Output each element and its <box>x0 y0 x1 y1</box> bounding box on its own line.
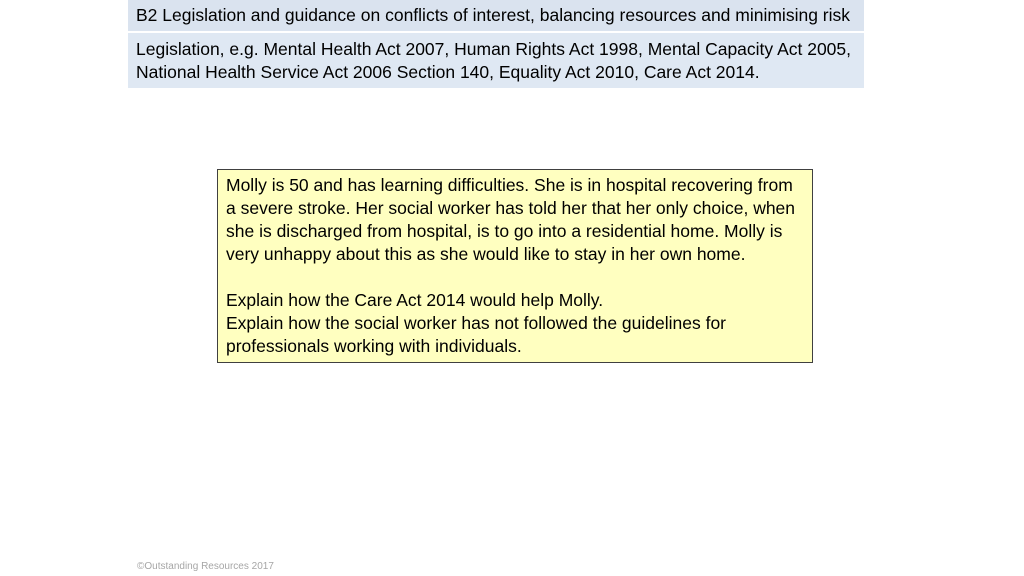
legislation-line-2: National Health Service Act 2006 Section 140, Equality Act 2010, Care Act 2014. <box>136 62 760 82</box>
paragraph-spacer <box>226 266 804 289</box>
task-2: Explain how the social worker has not followed the guidelines for professionals working with individuals. <box>226 313 727 356</box>
task-1: Explain how the Care Act 2014 would help Molly. <box>226 290 604 310</box>
section-title-text: B2 Legislation and guidance on conflicts of interest, balancing resources and minimising risk <box>136 5 851 25</box>
case-scenario: Molly is 50 and has learning difficulties. She is in hospital recovering from a severe stroke. Her social worker has told her that her only choice, when she is discharged from hospital, is to go into a residential home. Molly is very unhappy about this as she would like to stay in her own home. <box>226 175 796 264</box>
case-study-box <box>217 169 813 363</box>
copyright-footer: ©Outstanding Resources 2017 <box>137 561 274 572</box>
legislation-line-1: Legislation, e.g. Mental Health Act 2007, Human Rights Act 1998, Mental Capacity Act 2005, <box>136 39 852 59</box>
legislation-list <box>128 33 864 88</box>
legislation-header-table <box>128 0 864 88</box>
section-title <box>128 0 864 31</box>
